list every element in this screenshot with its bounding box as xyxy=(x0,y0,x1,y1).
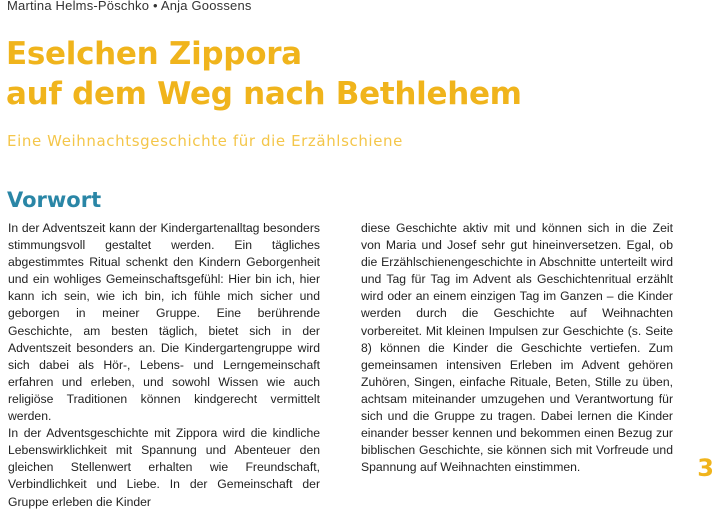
title-line-2: auf dem Weg nach Bethlehem xyxy=(6,76,522,112)
text-column-right xyxy=(361,220,673,476)
paragraph: In der Adventszeit kann der Kindergartenalltag besonders stimmungsvoll gestaltet werden. Ein tägliches abgestimmtes Ritual schenkt den Kindern Geborgenheit und ein wohliges Gemeinschaftsgefühl: Hier bin ich, hier kann ich sein, wie ich bin, ich fühle mich sicher und geborgen in meiner Gruppe. Eine berührende Geschichte, am besten täglich, bietet sich in der Adventszeit besonders an. Die Kindergartengruppe wird sich dabei als Hör-, Lebens- und Lerngemeinschaft erfahren und erleben, und sowohl Wissen wie auch religiöse Traditionen können kindgerecht vermittelt werden. xyxy=(8,221,320,424)
author-line: Martina Helms-Pöschko • Anja Goossens xyxy=(7,0,252,13)
paragraph: In der Adventsgeschichte mit Zippora wird die kindliche Lebenswirklichkeit mit Spannung und Abenteuer den gleichen Stellenwert erhalten wie Freundschaft, Verbindlichkeit und Liebe. In der Gemeinschaft der Gruppe erleben die Kinder xyxy=(8,426,320,509)
text-column-left xyxy=(8,220,320,511)
paragraph: diese Geschichte aktiv mit und können sich in die Zeit von Maria und Josef sehr gut hineinversetzen. Egal, ob die Erzählschienengeschichte in Abschnitte unterteilt wird und Tag für Tag im Advent als Geschichtenritual erzählt wird oder an einem einzigen Tag im Ganzen – die Kinder werden durch die Geschichte auf Weihnachten vorbereitet. Mit kleinen Impulsen zur Geschichte (s. Seite 8) können die Kinder die Geschichte vertiefen. Zum gemeinsamen intensiven Erleben im Advent gehören Zuhören, Singen, einfache Rituale, Beten, Stille zu üben, achtsam miteinander umzugehen und Verantwortung für sich und die Gruppe zu tragen. Dabei lernen die Kinder einander besser kennen und bekommen einen Bezug zur biblischen Geschichte, sie können sich mit Vorfreude und Spannung auf Weihnachten einstimmen. xyxy=(361,221,673,475)
page-number: 3 xyxy=(697,454,714,482)
book-subtitle: Eine Weihnachtsgeschichte für die Erzählschiene xyxy=(7,132,403,150)
title-line-1: Eselchen Zippora xyxy=(6,36,302,72)
section-heading: Vorwort xyxy=(7,188,102,212)
book-title xyxy=(6,34,522,114)
